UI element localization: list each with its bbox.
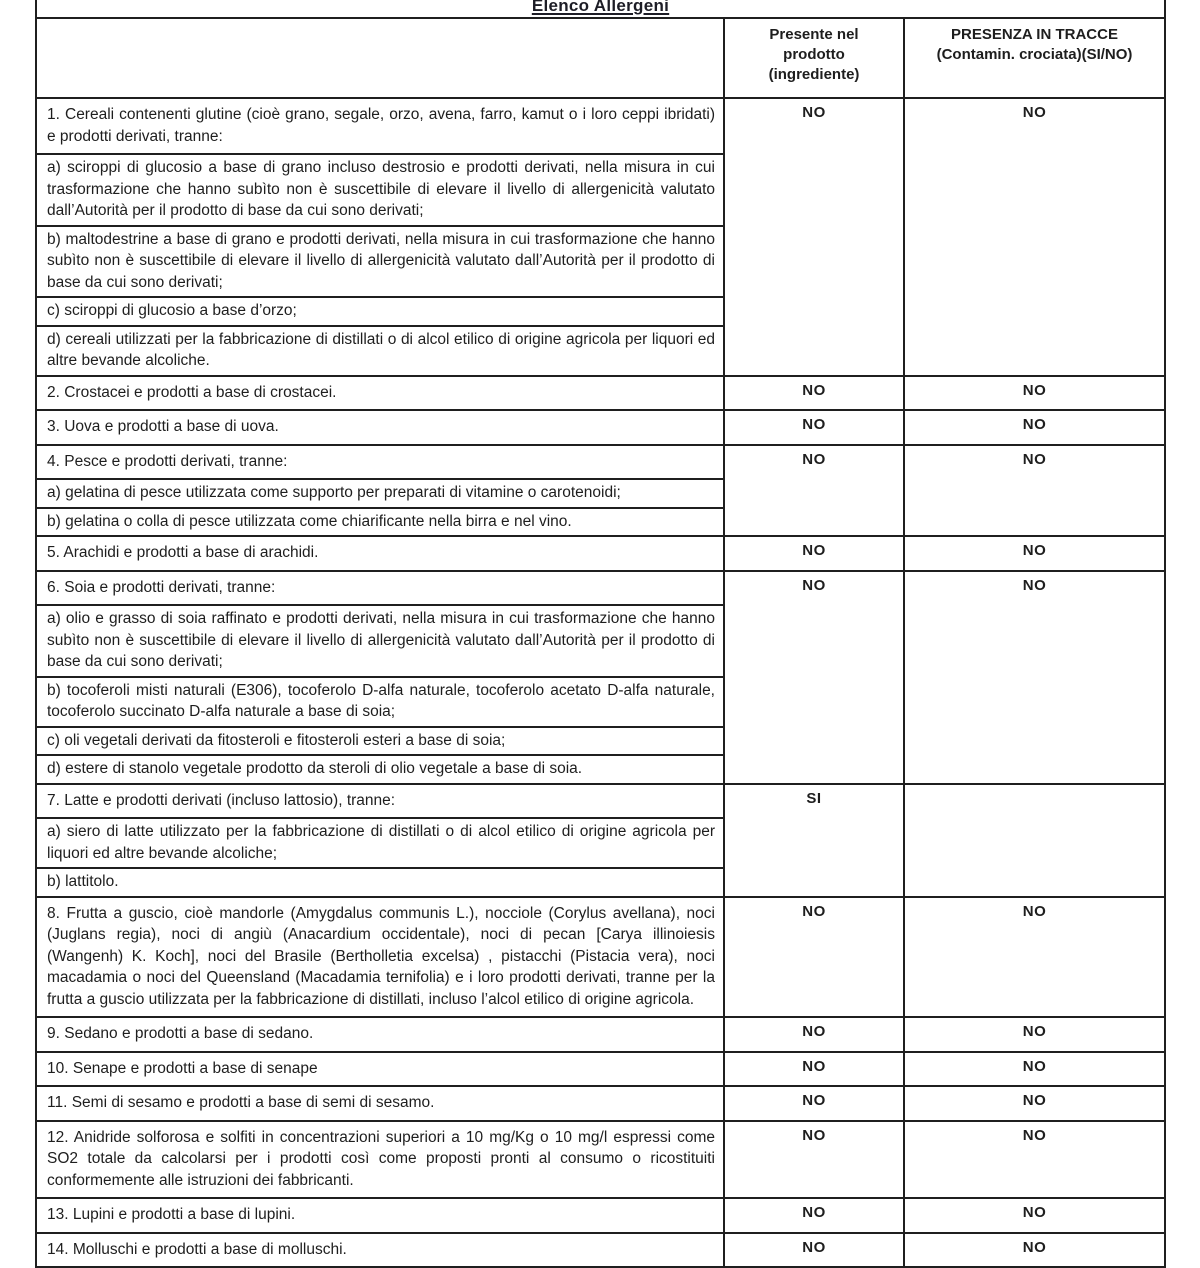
presente-value-cell: NO (724, 445, 904, 537)
allergen-item-cell: 14. Molluschi e prodotti a base di molluschi. (36, 1233, 724, 1268)
title-row (36, 0, 1165, 18)
allergen-item-cell: 7. Latte e prodotti derivati (incluso lattosio), tranne: (36, 784, 724, 819)
tracce-value-cell: NO (904, 1086, 1165, 1121)
allergen-subitem-cell: a) olio e grasso di soia raffinato e prodotti derivati, nella misura in cui trasformazione che hanno subìto non è suscettibile di elevare il livello di allergenicità valutato dall’Autorità per il prodotto di base da cui sono derivati; (36, 605, 724, 677)
allergen-row (36, 1086, 1165, 1121)
presente-value-cell: NO (724, 376, 904, 411)
allergen-subitem-cell: c) oli vegetali derivati da fitosteroli e fitosteroli esteri a base di soia; (36, 727, 724, 756)
tracce-value-cell: NO (904, 1233, 1165, 1268)
title-cell (36, 0, 1165, 18)
tracce-value-cell: NO (904, 410, 1165, 445)
allergen-subitem-cell: b) lattitolo. (36, 868, 724, 897)
tracce-value-cell: NO (904, 571, 1165, 784)
tracce-value-cell: NO (904, 98, 1165, 376)
allergen-row (36, 376, 1165, 411)
document-title: Elenco Allergeni (531, 0, 670, 15)
presente-value-cell: NO (724, 98, 904, 376)
allergen-item-cell: 13. Lupini e prodotti a base di lupini. (36, 1198, 724, 1233)
allergen-row (36, 571, 1165, 606)
tracce-value-cell: NO (904, 1198, 1165, 1233)
allergen-subitem-cell: b) maltodestrine a base di grano e prodotti derivati, nella misura in cui trasformazione che hanno subìto non è suscettibile di elevare il livello di allergenicità valutato dall’Autorità per il prodotto di base da cui sono derivati; (36, 226, 724, 298)
presente-value-cell: NO (724, 1017, 904, 1052)
allergen-row (36, 1198, 1165, 1233)
presente-value-cell: SI (724, 784, 904, 897)
allergen-item-cell: 9. Sedano e prodotti a base di sedano. (36, 1017, 724, 1052)
presente-value-cell: NO (724, 1086, 904, 1121)
allergen-item-cell: 11. Semi di sesamo e prodotti a base di semi di sesamo. (36, 1086, 724, 1121)
presente-value-cell: NO (724, 897, 904, 1018)
allergen-item-cell: 1. Cereali contenenti glutine (cioè grano, segale, orzo, avena, farro, kamut o i loro ceppi ibridati) e prodotti derivati, tranne: (36, 98, 724, 154)
presente-value-cell: NO (724, 1052, 904, 1087)
allergen-item-cell: 12. Anidride solforosa e solfiti in concentrazioni superiori a 10 mg/Kg o 10 mg/l espressi come SO2 totale da calcolarsi per i prodotti così come proposti pronti al consumo o ricostituiti conformemente alle istruzioni dei fabbricanti. (36, 1121, 724, 1199)
allergen-table-body (36, 98, 1165, 1267)
presente-value-cell: NO (724, 571, 904, 784)
allergen-subitem-cell: d) cereali utilizzati per la fabbricazione di distillati o di alcol etilico di origine agricola per liquori ed altre bevande alcoliche. (36, 326, 724, 376)
allergen-item-cell: 6. Soia e prodotti derivati, tranne: (36, 571, 724, 606)
header-tracce-cell: PRESENZA IN TRACCE (Contamin. crociata)(SI/NO) (904, 18, 1165, 98)
allergen-item-cell: 3. Uova e prodotti a base di uova. (36, 410, 724, 445)
header-description-cell (36, 18, 724, 98)
header-row (36, 18, 1165, 98)
allergen-item-cell: 8. Frutta a guscio, cioè mandorle (Amygdalus communis L.), nocciole (Corylus avellana), noci (Juglans regia), noci di angiù (Anacardium occidentale), noci di pecan [Carya illinoiesis (Wangenh) K. Koch], noci del Brasile (Bertholletia excelsa) , pistacchi (Pistacia vera), noci macadamia o noci del Queensland (Macadamia ternifolia) e i loro prodotti derivati, tranne per la frutta a guscio utilizzata per la fabbricazione di distillati, incluso l’alcol etilico di origine agricola. (36, 897, 724, 1018)
allergen-row (36, 1052, 1165, 1087)
allergen-row (36, 445, 1165, 480)
presente-value-cell: NO (724, 1233, 904, 1268)
allergen-row (36, 1017, 1165, 1052)
presente-value-cell: NO (724, 536, 904, 571)
tracce-value-cell: NO (904, 1121, 1165, 1199)
allergen-subitem-cell: c) sciroppi di glucosio a base d’orzo; (36, 297, 724, 326)
allergen-item-cell: 10. Senape e prodotti a base di senape (36, 1052, 724, 1087)
allergen-subitem-cell: d) estere di stanolo vegetale prodotto da steroli di olio vegetale a base di soia. (36, 755, 724, 784)
allergen-subitem-cell: a) gelatina di pesce utilizzata come supporto per preparati di vitamine o carotenoidi; (36, 479, 724, 508)
allergen-row (36, 1233, 1165, 1268)
allergen-table (35, 0, 1166, 1268)
tracce-value-cell: NO (904, 536, 1165, 571)
allergen-row (36, 1121, 1165, 1199)
allergen-row (36, 536, 1165, 571)
allergen-item-cell: 5. Arachidi e prodotti a base di arachidi. (36, 536, 724, 571)
presente-value-cell: NO (724, 410, 904, 445)
presente-value-cell: NO (724, 1198, 904, 1233)
allergen-subitem-cell: a) siero di latte utilizzato per la fabbricazione di distillati o di alcol etilico di origine agricola per liquori ed altre bevande alcoliche; (36, 818, 724, 868)
allergen-sheet (35, 0, 1166, 1268)
presente-value-cell: NO (724, 1121, 904, 1199)
tracce-value-cell: NO (904, 1017, 1165, 1052)
tracce-value-cell: NO (904, 897, 1165, 1018)
allergen-row (36, 784, 1165, 819)
header-presente-cell: Presente nel prodotto (ingrediente) (724, 18, 904, 98)
allergen-row (36, 98, 1165, 154)
tracce-value-cell: NO (904, 445, 1165, 537)
tracce-value-cell: NO (904, 1052, 1165, 1087)
allergen-subitem-cell: b) tocoferoli misti naturali (E306), tocoferolo D-alfa naturale, tocoferolo acetato D-alfa naturale, tocoferolo succinato D-alfa naturale a base di soia; (36, 677, 724, 727)
allergen-item-cell: 2. Crostacei e prodotti a base di crostacei. (36, 376, 724, 411)
allergen-row (36, 897, 1165, 1018)
allergen-subitem-cell: a) sciroppi di glucosio a base di grano incluso destrosio e prodotti derivati, nella misura in cui trasformazione che hanno subìto non è suscettibile di elevare il livello di allergenicità valutato dall’Autorità per il prodotto di base da cui sono derivati; (36, 154, 724, 226)
tracce-value-cell (904, 784, 1165, 897)
tracce-value-cell: NO (904, 376, 1165, 411)
allergen-item-cell: 4. Pesce e prodotti derivati, tranne: (36, 445, 724, 480)
allergen-subitem-cell: b) gelatina o colla di pesce utilizzata come chiarificante nella birra e nel vino. (36, 508, 724, 537)
allergen-row (36, 410, 1165, 445)
